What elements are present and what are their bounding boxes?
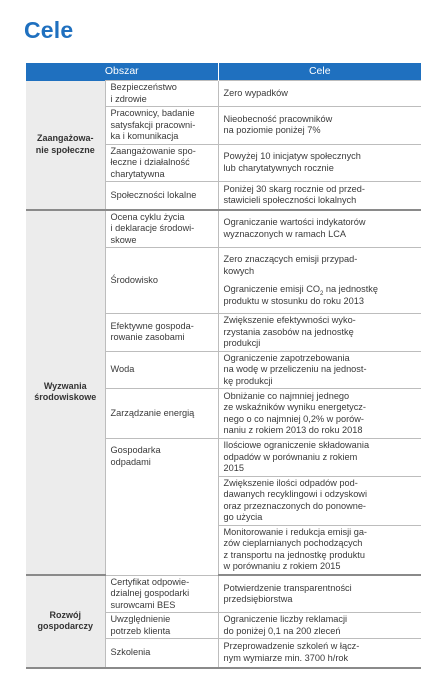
cel-text: Zwiększenie ilości odpadów pod- dawanych recyklingowi i odzyskowi oraz przeznaczonych do ponowne- go użycia bbox=[223, 477, 367, 522]
cel-text: Ograniczenie liczby reklamacji do poniżej 0,1 na 200 zleceń bbox=[223, 614, 348, 636]
cel-text: Ograniczanie wartości indykatorów wyznaczonych w ramach LCA bbox=[223, 217, 366, 239]
cel-text: Poniżej 30 skarg rocznie od przed- stawicieli społeczności lokalnych bbox=[223, 183, 365, 206]
cel-text: Zero wypadków bbox=[223, 87, 288, 98]
cel-cell bbox=[218, 351, 421, 389]
cel-text: Potwierdzenie transparentności przedsiębiorstwa bbox=[223, 582, 352, 604]
obszar-cell: Uwzględnienie potrzeb klienta bbox=[105, 613, 218, 639]
table-body bbox=[26, 81, 421, 668]
cel-cell bbox=[218, 144, 421, 182]
table-row bbox=[26, 81, 421, 107]
cel-text: Ograniczenie zapotrzebowania na wodę w przeliczeniu na jednost- kę produkcji bbox=[223, 352, 367, 386]
cel-cell bbox=[218, 248, 421, 314]
obszar-cell: Zarządzanie energią bbox=[105, 389, 218, 439]
table-header bbox=[26, 63, 421, 81]
cel-text: Powyżej 10 inicjatyw społecznych lub charytatywnych rocznie bbox=[223, 151, 361, 173]
obszar-cell: Szkolenia bbox=[105, 639, 218, 668]
cel-cell bbox=[218, 439, 421, 477]
cel-cell bbox=[218, 476, 421, 525]
group-label: Zaangażowa- nie społeczne bbox=[26, 81, 105, 210]
cel-cell bbox=[218, 107, 421, 145]
table-row bbox=[26, 210, 421, 248]
obszar-cell: Ocena cyklu życia i deklaracje środowi- skowe bbox=[105, 210, 218, 248]
cel-cell bbox=[218, 314, 421, 352]
cel-text: Ilościowe ograniczenie składowania odpadów w porównaniu z rokiem 2015 bbox=[223, 440, 370, 473]
obszar-cell: Efektywne gospoda- rowanie zasobami bbox=[105, 314, 218, 352]
header-obszar: Obszar bbox=[26, 63, 218, 81]
cel-cell bbox=[218, 525, 421, 575]
cel-cell bbox=[218, 182, 421, 210]
cel-text: Monitorowanie i redukcja emisji ga- zów cieplarnianych pochodzących z transportu na jednostkę produktu w porównaniu z rokiem 2015 bbox=[223, 526, 367, 572]
goals-table bbox=[26, 63, 421, 669]
cel-cell bbox=[218, 210, 421, 248]
obszar-cell: Bezpieczeństwo i zdrowie bbox=[105, 81, 218, 107]
obszar-cell: Certyfikat odpowie- dzialnej gospodarki surowcami BES bbox=[105, 575, 218, 613]
table-row bbox=[26, 575, 421, 613]
cel-text: Obniżanie co najmniej jednego ze wskaźników wyniku energetycz- nego o co najmniej 0,2% w porów- naniu z rokiem 2013 do roku 2018 bbox=[223, 390, 366, 435]
obszar-cell: Zaangażowanie spo- łeczne i działalność charytatywna bbox=[105, 144, 218, 182]
page-title: Cele bbox=[24, 17, 74, 43]
cel-text: Przeprowadzenie szkoleń w łącz- nym wymiarze min. 3700 h/rok bbox=[223, 641, 360, 663]
cel-text: Ograniczenie emisji $CO_2$ na jednostkę produktu w stosunku do roku 2013 bbox=[223, 284, 379, 306]
cel-text: Zwiększenie efektywności wyko- rzystania zasobów na jednostkę produkcji bbox=[223, 315, 356, 348]
header-cele: Cele bbox=[218, 63, 421, 81]
obszar-cell: Społeczności lokalne bbox=[105, 182, 218, 210]
obszar-cell: Gospodarka odpadami bbox=[105, 439, 218, 576]
obszar-cell: Woda bbox=[105, 351, 218, 389]
obszar-cell: Pracownicy, badanie satysfakcji pracowni- ka i komunikacja bbox=[105, 107, 218, 145]
cel-cell bbox=[218, 389, 421, 439]
cel-text: Nieobecność pracowników na poziomie poniżej 7% bbox=[223, 113, 333, 136]
obszar-cell: Środowisko bbox=[105, 248, 218, 314]
cel-cell bbox=[218, 639, 421, 668]
group-label: Rozwój gospodarczy bbox=[26, 575, 105, 668]
cel-text: Zero znaczących emisji przypad- kowych bbox=[223, 254, 358, 276]
cel-cell bbox=[218, 575, 421, 613]
cel-cell bbox=[218, 81, 421, 107]
cel-cell bbox=[218, 613, 421, 639]
group-label: Wyzwania środowiskowe bbox=[26, 210, 105, 576]
